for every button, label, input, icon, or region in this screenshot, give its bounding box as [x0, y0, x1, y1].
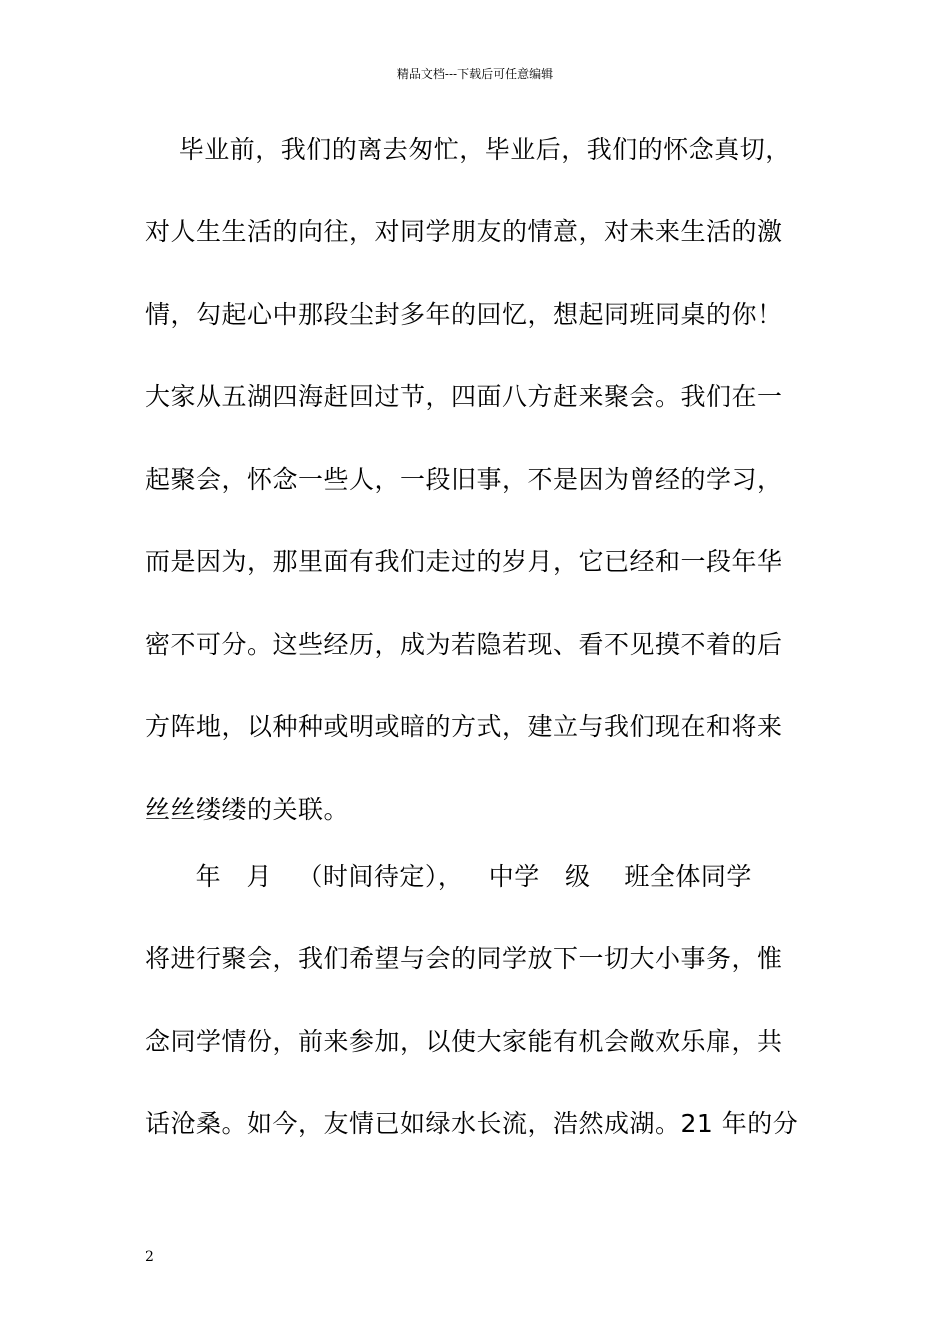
page-number: 2 [145, 1249, 154, 1265]
page-header: 精品文档---下载后可任意编辑 [396, 67, 554, 81]
body-line: 大家从五湖四海赶回过节，四面八方赶来聚会。我们在一 [145, 382, 783, 411]
body-line: 对人生生活的向往，对同学朋友的情意，对未来生活的激 [145, 217, 783, 246]
body-line: 起聚会，怀念一些人，一段旧事，不是因为曾经的学习， [145, 465, 783, 494]
body-line: 情，勾起心中那段尘封多年的回忆，想起同班同桌的你！ [145, 300, 783, 329]
body-line: 方阵地，以种种或明或暗的方式，建立与我们现在和将来 [145, 712, 783, 741]
body-line: 念同学情份，前来参加，以使大家能有机会敞欢乐扉，共 [145, 1027, 783, 1056]
body-line: 年 月 （时间待定）， 中学 级 班全体同学 [145, 862, 752, 891]
body-line: 密不可分。这些经历，成为若隐若现、看不见摸不着的后 [145, 630, 783, 659]
body-line: 而是因为，那里面有我们走过的岁月，它已经和一段年华 [145, 547, 783, 576]
body-line: 丝丝缕缕的关联。 [145, 795, 350, 824]
body-line: 将进行聚会，我们希望与会的同学放下一切大小事务，惟 [145, 944, 783, 973]
body-line: 毕业前，我们的离去匆忙，毕业后，我们的怀念真切， [145, 135, 791, 164]
body-line: 话沧桑。如今，友情已如绿水长流，浩然成湖。21 年的分 [145, 1109, 799, 1138]
